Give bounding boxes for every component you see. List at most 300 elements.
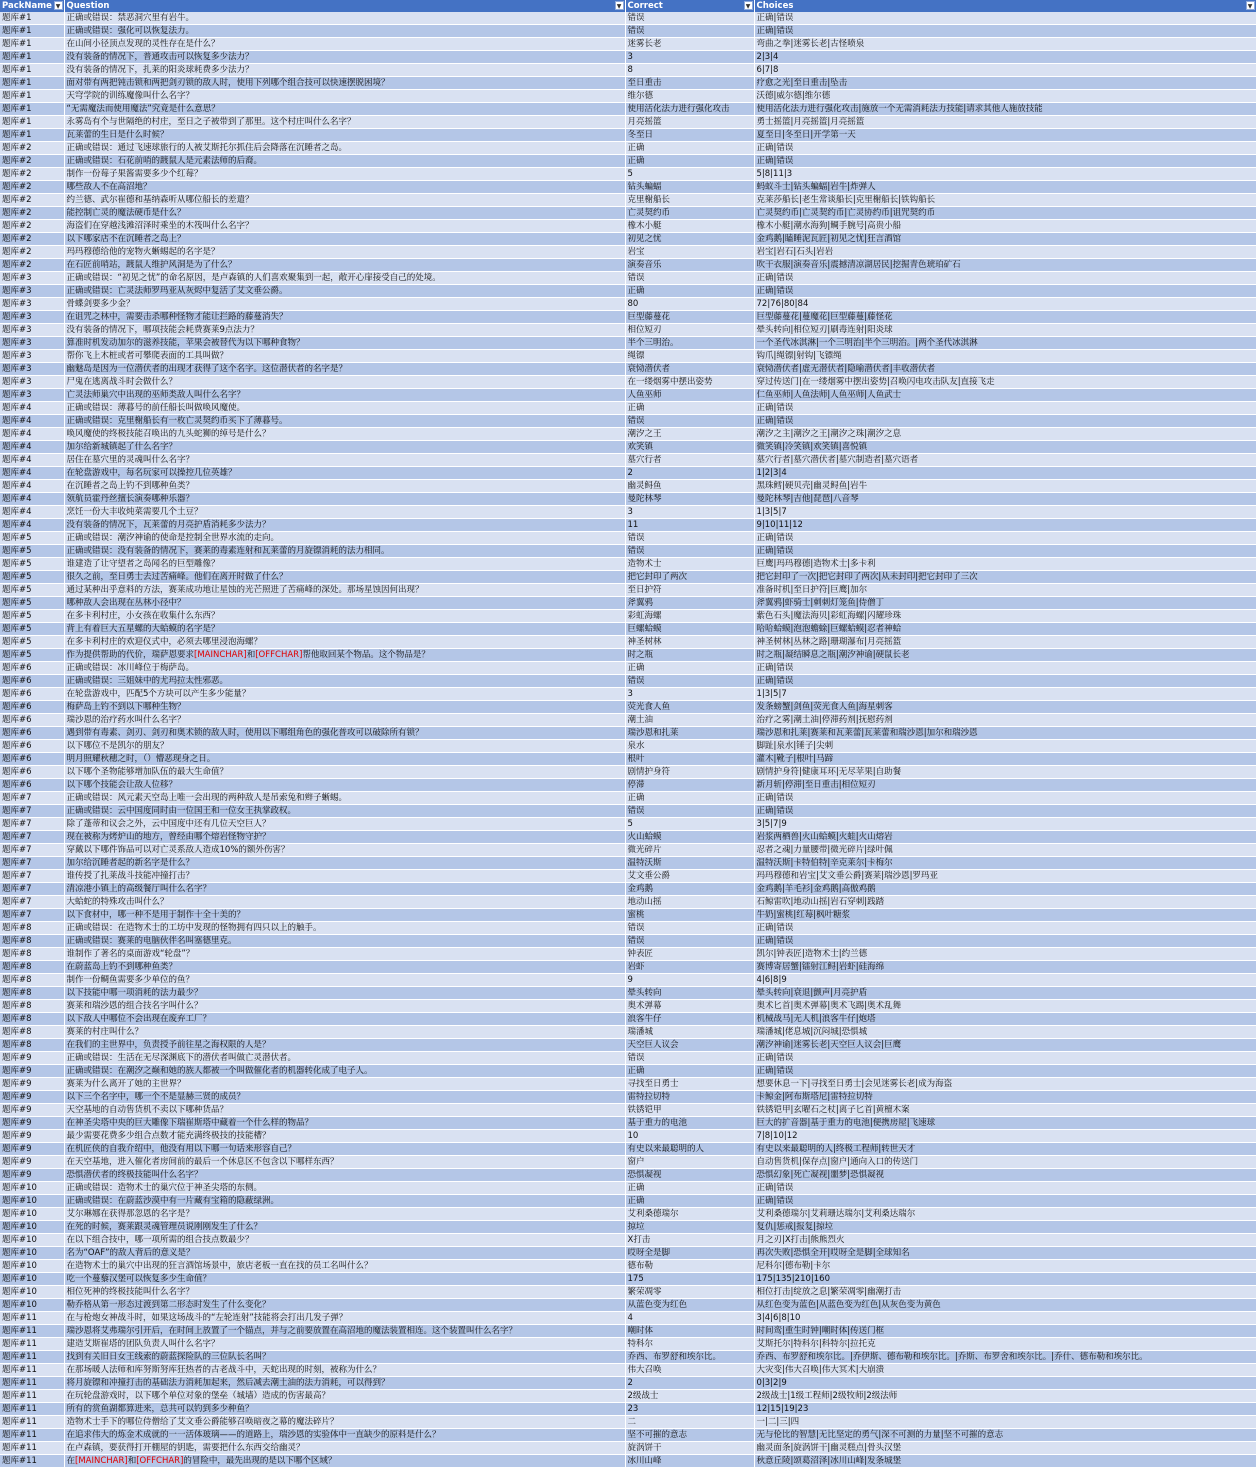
cell-correct[interactable]: 10 xyxy=(625,1130,754,1143)
cell-correct[interactable]: 墓穴行者 xyxy=(625,454,754,467)
cell-packname[interactable]: 题库#4 xyxy=(0,480,64,493)
cell-question[interactable]: 吃一个蔓藜汉堡可以恢复多少生命值？ xyxy=(64,1273,625,1286)
cell-choices[interactable]: 巨大的扩音器|基于重力的电池|便携房屋|飞速球 xyxy=(754,1117,1256,1130)
cell-correct[interactable]: 维尔德 xyxy=(625,90,754,103)
cell-choices[interactable]: 正确|错误 xyxy=(754,805,1256,818)
cell-packname[interactable]: 题库#5 xyxy=(0,610,64,623)
cell-question[interactable]: 艾尔琳娜在获得那忽恩的名字是？ xyxy=(64,1208,625,1221)
cell-correct[interactable]: 有史以来最聪明的人 xyxy=(625,1143,754,1156)
cell-packname[interactable]: 题库#9 xyxy=(0,1169,64,1182)
cell-packname[interactable]: 题库#2 xyxy=(0,142,64,155)
cell-packname[interactable]: 题库#7 xyxy=(0,792,64,805)
cell-packname[interactable]: 题库#10 xyxy=(0,1182,64,1195)
cell-question[interactable]: 以下技能中哪一项消耗的法力最少？ xyxy=(64,987,625,1000)
cell-correct[interactable]: 相位短刃 xyxy=(625,324,754,337)
cell-question[interactable]: “无需魔法而使用魔法”究竟是什么意思？ xyxy=(64,103,625,116)
cell-question[interactable]: 面对带有两把钝击锁和两把剑刃锁的敌人时，使用下列哪个组合技可以快速摆脱困境？ xyxy=(64,77,625,90)
cell-question[interactable]: 清凉港小镇上的高级餐厅叫什么名字？ xyxy=(64,883,625,896)
cell-packname[interactable]: 题库#6 xyxy=(0,688,64,701)
cell-choices[interactable]: 治疗之雾|潮土油|停滞药剂|抚慰药剂 xyxy=(754,714,1256,727)
cell-question[interactable]: 将月旋镖和冲撞打击的基础法力消耗加起来，然后减去潮土油的法力消耗，可以得到？ xyxy=(64,1377,625,1390)
cell-question[interactable]: 在卢森镇，要获得打开棚屋的钥匙，需要把什么东西交给幽灵？ xyxy=(64,1442,625,1455)
cell-question[interactable]: 约兰德、武尔崔德和基纳森听从哪位船长的差遣？ xyxy=(64,194,625,207)
cell-packname[interactable]: 题库#10 xyxy=(0,1247,64,1260)
cell-packname[interactable]: 题库#11 xyxy=(0,1377,64,1390)
cell-choices[interactable]: 7|8|10|12 xyxy=(754,1130,1256,1143)
cell-correct[interactable]: 铁锈铠甲 xyxy=(625,1104,754,1117)
cell-question[interactable]: 现在被称为烤炉山的地方，曾经由哪个熔岩怪物守护？ xyxy=(64,831,625,844)
cell-packname[interactable]: 题库#5 xyxy=(0,623,64,636)
cell-question[interactable]: 在石匠前哨站，踱鼠人维护风洞是为了什么？ xyxy=(64,259,625,272)
cell-packname[interactable]: 题库#11 xyxy=(0,1364,64,1377)
cell-question[interactable]: 在我们的主世界中，负责授予前往星之海权限的人是？ xyxy=(64,1039,625,1052)
cell-choices[interactable]: 曼陀林琴|吉他|琵琶|八音琴 xyxy=(754,493,1256,506)
cell-correct[interactable]: 蜜桃 xyxy=(625,909,754,922)
cell-packname[interactable]: 题库#5 xyxy=(0,636,64,649)
cell-question[interactable]: 没有装备的情况下，哪项技能会耗费赛莱9点法力？ xyxy=(64,324,625,337)
cell-correct[interactable]: 错误 xyxy=(625,415,754,428)
cell-correct[interactable]: 哎呀全是脚 xyxy=(625,1247,754,1260)
cell-correct[interactable]: 繁荣凋零 xyxy=(625,1286,754,1299)
cell-choices[interactable]: 正确|错误 xyxy=(754,1052,1256,1065)
cell-choices[interactable]: 艾斯托尔|特科尔|科特尔|拉托克 xyxy=(754,1338,1256,1351)
cell-correct[interactable]: 晕头转向 xyxy=(625,987,754,1000)
cell-choices[interactable]: 正确|错误 xyxy=(754,532,1256,545)
cell-correct[interactable]: 2 xyxy=(625,1377,754,1390)
cell-question[interactable]: 最少需要花费多少组合点数才能充满终极技的技能槽？ xyxy=(64,1130,625,1143)
cell-choices[interactable]: 墓穴行者|墓穴潜伏者|墓穴制造者|墓穴语者 xyxy=(754,454,1256,467)
cell-choices[interactable]: 正确|错误 xyxy=(754,792,1256,805)
cell-packname[interactable]: 题库#1 xyxy=(0,129,64,142)
cell-choices[interactable]: 克莱莎船长|老生常谈船长|克里榭船长|铁钩船长 xyxy=(754,194,1256,207)
cell-question[interactable]: 加尔给新城镇起了什么名字？ xyxy=(64,441,625,454)
cell-correct[interactable]: 金鸡鹅 xyxy=(625,883,754,896)
cell-choices[interactable]: 仁鱼巫师|人鱼法师|人鱼巫师|人鱼武士 xyxy=(754,389,1256,402)
cell-choices[interactable]: 正确|错误 xyxy=(754,142,1256,155)
cell-correct[interactable]: 巨螺蛤蟆 xyxy=(625,623,754,636)
cell-packname[interactable]: 题库#6 xyxy=(0,701,64,714)
cell-choices[interactable]: 0|3|2|9 xyxy=(754,1377,1256,1390)
cell-question[interactable]: 帮你飞上木桩或者可攀爬表面的工具叫做？ xyxy=(64,350,625,363)
cell-correct[interactable]: 冰川山峰 xyxy=(625,1455,754,1468)
cell-correct[interactable]: 把它封印了两次 xyxy=(625,571,754,584)
cell-choices[interactable]: 赛博寄居蟹|镭射江鲟|岩虾|硅海绵 xyxy=(754,961,1256,974)
cell-choices[interactable]: 潮汐神谕|迷雾长老|天空巨人议会|巨鹰 xyxy=(754,1039,1256,1052)
cell-packname[interactable]: 题库#7 xyxy=(0,909,64,922)
cell-question[interactable]: 海盗们在穿越浅滩沼泽时乘坐的木筏叫什么名字？ xyxy=(64,220,625,233)
header-choices[interactable] xyxy=(754,0,1256,12)
cell-choices[interactable]: 正确|错误 xyxy=(754,1182,1256,1195)
cell-choices[interactable]: 9|10|11|12 xyxy=(754,519,1256,532)
cell-choices[interactable]: 再次失败|恐惧全开|哎呀全是脚|全球知名 xyxy=(754,1247,1256,1260)
cell-choices[interactable]: 忍者之魂|力量腰带|微光碎片|绿叶佩 xyxy=(754,844,1256,857)
cell-question[interactable]: 瑞沙恩的治疗药水叫什么名字？ xyxy=(64,714,625,727)
cell-question[interactable]: 相位死神的终极技能叫什么名字？ xyxy=(64,1286,625,1299)
cell-correct[interactable]: 错误 xyxy=(625,25,754,38)
cell-question[interactable]: 赛莱的村庄叫什么？ xyxy=(64,1026,625,1039)
cell-choices[interactable]: 把它封印了一次|把它封印了两次|从未封印|把它封印了三次 xyxy=(754,571,1256,584)
cell-packname[interactable]: 题库#10 xyxy=(0,1221,64,1234)
cell-choices[interactable]: 正确|错误 xyxy=(754,402,1256,415)
cell-question[interactable]: 以下敌人中哪位不会出现在废弃工厂？ xyxy=(64,1013,625,1026)
cell-choices[interactable]: 12|15|19|23 xyxy=(754,1403,1256,1416)
cell-correct[interactable]: 80 xyxy=(625,298,754,311)
cell-question[interactable]: 正确或错误：没有装备的情况下，赛莱的毒素连射和瓦莱蕾的月旋镖消耗的法力相同。 xyxy=(64,545,625,558)
cell-correct[interactable]: 错误 xyxy=(625,545,754,558)
cell-packname[interactable]: 题库#4 xyxy=(0,493,64,506)
cell-packname[interactable]: 题库#6 xyxy=(0,727,64,740)
filter-dropdown-icon[interactable]: ▼ xyxy=(615,1,624,10)
cell-choices[interactable]: 灌木|靴子|根叶|马蹄 xyxy=(754,753,1256,766)
cell-question[interactable]: 瑞沙恩将艾弗瑞尔引开后，在时间上放置了一个锚点，并与之前要放置在高沼地的魔法装置相连。这个装置叫什么名字？ xyxy=(64,1325,625,1338)
cell-packname[interactable]: 题库#4 xyxy=(0,402,64,415)
cell-packname[interactable]: 题库#9 xyxy=(0,1143,64,1156)
cell-packname[interactable]: 题库#8 xyxy=(0,1000,64,1013)
cell-choices[interactable]: 艾利桑德瑞尔|艾莉珊达瑞尔|艾利桑达瑞尔 xyxy=(754,1208,1256,1221)
cell-packname[interactable]: 题库#11 xyxy=(0,1312,64,1325)
cell-packname[interactable]: 题库#6 xyxy=(0,740,64,753)
cell-correct[interactable]: 8 xyxy=(625,64,754,77)
cell-choices[interactable]: 神圣树林|丛林之路|珊瑚瀑布|月亮摇篮 xyxy=(754,636,1256,649)
filter-dropdown-icon[interactable]: ▼ xyxy=(744,1,753,10)
cell-correct[interactable]: 175 xyxy=(625,1273,754,1286)
cell-correct[interactable]: 3 xyxy=(625,688,754,701)
cell-choices[interactable]: 正确|错误 xyxy=(754,1065,1256,1078)
cell-packname[interactable]: 题库#3 xyxy=(0,389,64,402)
cell-packname[interactable]: 题库#9 xyxy=(0,1130,64,1143)
cell-question[interactable]: 天穹学院的训练魔像叫什么名字？ xyxy=(64,90,625,103)
cell-packname[interactable]: 题库#7 xyxy=(0,805,64,818)
cell-packname[interactable]: 题库#4 xyxy=(0,506,64,519)
cell-question[interactable]: 正确或错误：风元素天空岛上唯一会出现的两种敌人是吊索兔和辫子蜥蜴。 xyxy=(64,792,625,805)
cell-correct[interactable]: 5 xyxy=(625,818,754,831)
cell-choices[interactable]: 正确|错误 xyxy=(754,155,1256,168)
cell-correct[interactable]: 恐惧凝视 xyxy=(625,1169,754,1182)
cell-packname[interactable]: 题库#10 xyxy=(0,1273,64,1286)
cell-question[interactable]: 谁制作了著名的桌面游戏“轮盘”？ xyxy=(64,948,625,961)
cell-choices[interactable]: 新月斩|停滞|至日重击|相位短刃 xyxy=(754,779,1256,792)
cell-question[interactable]: 恐惧潜伏者的终极技能叫什么名字？ xyxy=(64,1169,625,1182)
cell-correct[interactable]: 火山蛤蟆 xyxy=(625,831,754,844)
cell-choices[interactable]: 岩浆两栖兽|火山蛤蟆|火蛙|火山熔岩 xyxy=(754,831,1256,844)
cell-correct[interactable]: 冬至日 xyxy=(625,129,754,142)
cell-question[interactable]: 除了蓬蒂和议会之外，云中国度中还有几位天空巨人？ xyxy=(64,818,625,831)
cell-packname[interactable]: 题库#9 xyxy=(0,1091,64,1104)
cell-choices[interactable]: 正确|错误 xyxy=(754,25,1256,38)
cell-choices[interactable]: 巨型藤蔓花|蔓魔花|巨型藤蔓|藤怪花 xyxy=(754,311,1256,324)
cell-correct[interactable]: 雷特拉切特 xyxy=(625,1091,754,1104)
cell-correct[interactable]: 掠垃 xyxy=(625,1221,754,1234)
cell-question[interactable]: 在[MAINCHAR]和[OFFCHAR]的冒险中，最先出现的是以下哪个区域？ xyxy=(64,1455,625,1468)
cell-correct[interactable]: 9 xyxy=(625,974,754,987)
cell-question[interactable]: 在蔚蓝岛上钓不到哪种鱼类？ xyxy=(64,961,625,974)
cell-correct[interactable]: 神圣树林 xyxy=(625,636,754,649)
cell-choices[interactable]: 正确|错误 xyxy=(754,545,1256,558)
cell-correct[interactable]: 泉水 xyxy=(625,740,754,753)
cell-question[interactable]: 建造艾斯崔塔的团队负责人叫什么名字？ xyxy=(64,1338,625,1351)
cell-packname[interactable]: 题库#8 xyxy=(0,948,64,961)
cell-question[interactable]: 谁传授了扎莱战斗技能冲撞打击？ xyxy=(64,870,625,883)
cell-correct[interactable]: 德布勒 xyxy=(625,1260,754,1273)
cell-choices[interactable]: 亡灵契约币|亡灵契约币|亡灵协约币|诅咒契约币 xyxy=(754,207,1256,220)
cell-packname[interactable]: 题库#8 xyxy=(0,961,64,974)
cell-packname[interactable]: 题库#1 xyxy=(0,103,64,116)
cell-packname[interactable]: 题库#2 xyxy=(0,168,64,181)
cell-choices[interactable]: 大灾变|伟大召唤|伟大冥术|大崩溃 xyxy=(754,1364,1256,1377)
cell-packname[interactable]: 题库#7 xyxy=(0,870,64,883)
cell-question[interactable]: 背上有着巨大五星螺的大蛤蟆的名字是？ xyxy=(64,623,625,636)
header-question[interactable] xyxy=(64,0,625,12)
cell-question[interactable]: 在以下组合技中，哪一项所需的组合技点数最少？ xyxy=(64,1234,625,1247)
cell-packname[interactable]: 题库#7 xyxy=(0,896,64,909)
cell-choices[interactable]: 72|76|80|84 xyxy=(754,298,1256,311)
cell-correct[interactable]: 特科尔 xyxy=(625,1338,754,1351)
cell-packname[interactable]: 题库#7 xyxy=(0,831,64,844)
cell-question[interactable]: 以下哪个技能会让敌人位移？ xyxy=(64,779,625,792)
cell-question[interactable]: 能控制亡灵的魔法硬币是什么？ xyxy=(64,207,625,220)
cell-question[interactable]: 在那场暖人法师和库努斯努库狂热者的古老战斗中，天蛇出现的时刻，被称为什么？ xyxy=(64,1364,625,1377)
cell-packname[interactable]: 题库#1 xyxy=(0,77,64,90)
cell-correct[interactable]: 错误 xyxy=(625,12,754,25)
cell-question[interactable]: 骨蝶剑要多少金？ xyxy=(64,298,625,311)
cell-choices[interactable]: 铁锈铠甲|玄曜石之杖|离子匕首|黄檀木案 xyxy=(754,1104,1256,1117)
cell-packname[interactable]: 题库#1 xyxy=(0,116,64,129)
cell-question[interactable]: 大蛤蛇的特殊攻击叫什么？ xyxy=(64,896,625,909)
cell-correct[interactable]: 正确 xyxy=(625,1195,754,1208)
cell-packname[interactable]: 题库#1 xyxy=(0,51,64,64)
cell-question[interactable]: 在多卡利村庄的欢迎仪式中，必须去哪里浸泡海螺？ xyxy=(64,636,625,649)
cell-choices[interactable]: 勇士摇篮|月亮摇篮|月亮摇篮 xyxy=(754,116,1256,129)
cell-packname[interactable]: 题库#1 xyxy=(0,38,64,51)
cell-packname[interactable]: 题库#11 xyxy=(0,1403,64,1416)
cell-choices[interactable]: 恐惧幻象|死亡凝视|噩梦|恐惧凝视 xyxy=(754,1169,1256,1182)
cell-correct[interactable]: 停滞 xyxy=(625,779,754,792)
cell-question[interactable]: 天空基地的自动售货机不卖以下哪种货品？ xyxy=(64,1104,625,1117)
cell-correct[interactable]: 2级战士 xyxy=(625,1390,754,1403)
cell-choices[interactable]: 晕头转向|衰退|颤声|月亮护盾 xyxy=(754,987,1256,1000)
cell-choices[interactable]: 发条螃蟹|剑鱼|荧光食人鱼|海星刺客 xyxy=(754,701,1256,714)
cell-packname[interactable]: 题库#10 xyxy=(0,1260,64,1273)
cell-question[interactable]: 找到有关旧日女王线索的蔚蓝探险队的三位队长名叫？ xyxy=(64,1351,625,1364)
cell-question[interactable]: 在死的时候，赛莱跟灵魂管理员说刚刚发生了什么？ xyxy=(64,1221,625,1234)
cell-packname[interactable]: 题库#3 xyxy=(0,363,64,376)
cell-question[interactable]: 在轮盘游戏中，每名玩家可以操控几位英雄？ xyxy=(64,467,625,480)
cell-question[interactable]: 名为“OAF”的敌人背后的意义是？ xyxy=(64,1247,625,1260)
cell-packname[interactable]: 题库#4 xyxy=(0,519,64,532)
cell-question[interactable]: 正确或错误：强化可以恢复法力。 xyxy=(64,25,625,38)
filter-dropdown-icon[interactable]: ▼ xyxy=(1246,1,1255,10)
cell-correct[interactable]: 月亮摇篮 xyxy=(625,116,754,129)
cell-correct[interactable]: 奥术弹幕 xyxy=(625,1000,754,1013)
cell-packname[interactable]: 题库#6 xyxy=(0,766,64,779)
cell-correct[interactable]: 艾利桑德瑞尔 xyxy=(625,1208,754,1221)
cell-question[interactable]: 梅萨岛上钓不到以下哪种生物？ xyxy=(64,701,625,714)
cell-correct[interactable]: 瑞沙恩和扎莱 xyxy=(625,727,754,740)
cell-packname[interactable]: 题库#6 xyxy=(0,714,64,727)
cell-choices[interactable]: 正确|错误 xyxy=(754,662,1256,675)
cell-correct[interactable]: 正确 xyxy=(625,142,754,155)
cell-packname[interactable]: 题库#6 xyxy=(0,779,64,792)
cell-choices[interactable]: 2|3|4 xyxy=(754,51,1256,64)
cell-correct[interactable]: 3 xyxy=(625,506,754,519)
cell-question[interactable]: 以下食材中，哪一种不是用于制作十全十美的？ xyxy=(64,909,625,922)
cell-correct[interactable]: 正确 xyxy=(625,402,754,415)
cell-question[interactable]: 正确或错误：赛莱的电脑伙伴名叫塞德里克。 xyxy=(64,935,625,948)
cell-question[interactable]: 所有的赏鱼湖都算进来，总共可以钓到多少种鱼？ xyxy=(64,1403,625,1416)
cell-question[interactable]: 在轮盘游戏中，匹配5个方块可以产生多少能量？ xyxy=(64,688,625,701)
cell-choices[interactable]: 剧情护身符|健康耳环|无尽苹果|自助餐 xyxy=(754,766,1256,779)
cell-correct[interactable]: 人鱼巫师 xyxy=(625,389,754,402)
cell-packname[interactable]: 题库#3 xyxy=(0,272,64,285)
cell-packname[interactable]: 题库#9 xyxy=(0,1156,64,1169)
cell-correct[interactable]: 荧光食人鱼 xyxy=(625,701,754,714)
cell-correct[interactable]: 迷雾长老 xyxy=(625,38,754,51)
cell-packname[interactable]: 题库#9 xyxy=(0,1117,64,1130)
cell-question[interactable]: 明月照耀秋穗之时，（）懵恶现身之日。 xyxy=(64,753,625,766)
cell-choices[interactable]: 金鸡鹅|羊毛衫|金鸡鹅|高傲鸡鹅 xyxy=(754,883,1256,896)
cell-choices[interactable]: 1|2|3|4 xyxy=(754,467,1256,480)
cell-correct[interactable]: 错误 xyxy=(625,805,754,818)
cell-question[interactable]: 永雾岛有个与世隔绝的村庄，至日之子被带到了那里。这个村庄叫什么名字？ xyxy=(64,116,625,129)
cell-packname[interactable]: 题库#7 xyxy=(0,857,64,870)
cell-question[interactable]: 正确或错误：冰川峰位于梅萨岛。 xyxy=(64,662,625,675)
cell-question[interactable]: 在神圣尖塔中央的巨大雕像下瑞崔斯塔中藏着一个什么样的物品？ xyxy=(64,1117,625,1130)
cell-question[interactable]: 在机匠侠的自我介绍中，他没有用以下哪一句话来形容自己？ xyxy=(64,1143,625,1156)
cell-correct[interactable]: 错误 xyxy=(625,1052,754,1065)
cell-choices[interactable]: 想要休息一下|寻找至日勇士|会见迷雾长老|成为海盗 xyxy=(754,1078,1256,1091)
cell-correct[interactable]: 时之瓶 xyxy=(625,649,754,662)
cell-question[interactable]: 烹饪一份大丰收炖菜需要几个土豆？ xyxy=(64,506,625,519)
cell-packname[interactable]: 题库#5 xyxy=(0,584,64,597)
cell-correct[interactable]: 正确 xyxy=(625,662,754,675)
cell-choices[interactable]: 正确|错误 xyxy=(754,1195,1256,1208)
cell-choices[interactable]: 微笑镇|冷笑镇|欢笑镇|喜悦镇 xyxy=(754,441,1256,454)
cell-packname[interactable]: 题库#10 xyxy=(0,1208,64,1221)
cell-choices[interactable]: 准备时机|至日护符|巨鹰|加尔 xyxy=(754,584,1256,597)
cell-choices[interactable]: 哈哈蛤蟆|泡泡蟾蜍|巨螺蛤蟆|忍者神蛤 xyxy=(754,623,1256,636)
cell-correct[interactable]: 正确 xyxy=(625,1182,754,1195)
cell-question[interactable]: 以下三个名字中，哪一个不是显赫三贤的成员？ xyxy=(64,1091,625,1104)
cell-correct[interactable]: 幽灵鲟鱼 xyxy=(625,480,754,493)
cell-choices[interactable]: 月之刃|X打击|熊熊烈火 xyxy=(754,1234,1256,1247)
cell-packname[interactable]: 题库#8 xyxy=(0,987,64,1000)
cell-correct[interactable]: 4 xyxy=(625,1312,754,1325)
cell-correct[interactable]: 橡木小艇 xyxy=(625,220,754,233)
cell-question[interactable]: 正确或错误：石花前哨的踱鼠人是元素法师的后裔。 xyxy=(64,155,625,168)
cell-correct[interactable]: 曼陀林琴 xyxy=(625,493,754,506)
cell-question[interactable]: 加尔给沉睡者起的新名字是什么？ xyxy=(64,857,625,870)
cell-question[interactable]: 在沉睡者之岛上钓不到哪种鱼类？ xyxy=(64,480,625,493)
cell-question[interactable]: 正确或错误：潮汐神谕的使命是控制全世界水流的走向。 xyxy=(64,532,625,545)
cell-packname[interactable]: 题库#1 xyxy=(0,90,64,103)
cell-correct[interactable]: 岩虾 xyxy=(625,961,754,974)
cell-choices[interactable]: 一|二|三|四 xyxy=(754,1416,1256,1429)
cell-choices[interactable]: 弯曲之拳|迷雾长老|古怪喷泉 xyxy=(754,38,1256,51)
cell-choices[interactable]: 正确|错误 xyxy=(754,272,1256,285)
cell-choices[interactable]: 正确|错误 xyxy=(754,922,1256,935)
cell-correct[interactable]: 基于重力的电池 xyxy=(625,1117,754,1130)
cell-correct[interactable]: 演奏音乐 xyxy=(625,259,754,272)
cell-question[interactable]: 制作一份鲷鱼需要多少单位的鱼？ xyxy=(64,974,625,987)
cell-correct[interactable]: 正确 xyxy=(625,155,754,168)
cell-question[interactable]: 正确或错误：克里榭船长有一枚亡灵契约币买下了薄暮号。 xyxy=(64,415,625,428)
cell-correct[interactable]: 初见之忧 xyxy=(625,233,754,246)
cell-packname[interactable]: 题库#6 xyxy=(0,753,64,766)
cell-question[interactable]: 在多卡利村庄，小女孩在收集什么东西？ xyxy=(64,610,625,623)
cell-correct[interactable]: 彩虹海螺 xyxy=(625,610,754,623)
cell-correct[interactable]: 钟表匠 xyxy=(625,948,754,961)
cell-packname[interactable]: 题库#9 xyxy=(0,1078,64,1091)
cell-correct[interactable]: 正确 xyxy=(625,285,754,298)
cell-correct[interactable]: 剧情护身符 xyxy=(625,766,754,779)
cell-packname[interactable]: 题库#6 xyxy=(0,662,64,675)
cell-packname[interactable]: 题库#4 xyxy=(0,467,64,480)
cell-packname[interactable]: 题库#2 xyxy=(0,246,64,259)
cell-packname[interactable]: 题库#3 xyxy=(0,376,64,389)
cell-choices[interactable]: 巨鹰|玛玛穆德|造物术士|多卡利 xyxy=(754,558,1256,571)
cell-packname[interactable]: 题库#3 xyxy=(0,311,64,324)
cell-question[interactable]: 居住在墓穴里的灵魂叫什么名字？ xyxy=(64,454,625,467)
cell-correct[interactable]: 2 xyxy=(625,467,754,480)
cell-question[interactable]: 算准时机发动加尔的滋养技能，苹果会被替代为以下哪种食物？ xyxy=(64,337,625,350)
cell-correct[interactable]: 在一缕烟雾中摆出姿势 xyxy=(625,376,754,389)
cell-packname[interactable]: 题库#2 xyxy=(0,220,64,233)
cell-packname[interactable]: 题库#4 xyxy=(0,415,64,428)
cell-question[interactable]: 在天空基地，进入催化者房间前的最后一个休息区不包含以下哪样东西？ xyxy=(64,1156,625,1169)
cell-choices[interactable]: 时之瓶|凝结瞬息之瓶|潮汐神谕|硬鼠长老 xyxy=(754,649,1256,662)
cell-choices[interactable]: 脚趾|泉水|锤子|尖刺 xyxy=(754,740,1256,753)
cell-question[interactable]: 正确或错误：禁恶洞穴里有岩牛。 xyxy=(64,12,625,25)
cell-question[interactable]: 作为提供帮助的代价，瑞萨恩要求[MAINCHAR]和[OFFCHAR]帮他取回某个物品。这个物品是？ xyxy=(64,649,625,662)
cell-correct[interactable]: X打击 xyxy=(625,1234,754,1247)
header-correct[interactable] xyxy=(625,0,754,12)
cell-correct[interactable]: 嘲时体 xyxy=(625,1325,754,1338)
cell-correct[interactable]: 亡灵契约币 xyxy=(625,207,754,220)
cell-packname[interactable]: 题库#7 xyxy=(0,883,64,896)
cell-correct[interactable]: 伟大召唤 xyxy=(625,1364,754,1377)
cell-question[interactable]: 正确或错误：“初见之忧”的命名原因，是卢森镇的人们喜欢聚集到一起，敞开心扉接受自己的处境。 xyxy=(64,272,625,285)
cell-choices[interactable]: 黑珠鳕|硬贝壳|幽灵鲟鱼|岩牛 xyxy=(754,480,1256,493)
cell-choices[interactable]: 秋意丘陵|颂葛沼泽|冰川山峰|发条城堡 xyxy=(754,1455,1256,1468)
cell-packname[interactable]: 题库#5 xyxy=(0,545,64,558)
header-packname[interactable] xyxy=(0,0,64,12)
cell-choices[interactable]: 潮汐之主|潮汐之王|潮汐之珠|潮汐之息 xyxy=(754,428,1256,441)
cell-question[interactable]: 以下哪个圣物能够增加队伍的最大生命值？ xyxy=(64,766,625,779)
cell-correct[interactable]: 至日重击 xyxy=(625,77,754,90)
cell-question[interactable]: 正确或错误：薄暮号的前任船长叫做唤风魔使。 xyxy=(64,402,625,415)
cell-choices[interactable]: 正确|错误 xyxy=(754,285,1256,298)
cell-choices[interactable]: 牛奶|蜜桃|红莓|枫叶糖浆 xyxy=(754,909,1256,922)
cell-packname[interactable]: 题库#11 xyxy=(0,1442,64,1455)
cell-question[interactable]: 正确或错误：造物术士的巢穴位于神圣尖塔的东侧。 xyxy=(64,1182,625,1195)
cell-question[interactable]: 正确或错误：在蔚蓝沙漠中有一片藏有宝箱的隐蔽绿洲。 xyxy=(64,1195,625,1208)
cell-question[interactable]: 正确或错误：在造物术士的工坊中发现的怪物拥有四只以上的触手。 xyxy=(64,922,625,935)
cell-question[interactable]: 哪种敌人会出现在丛林小径中？ xyxy=(64,597,625,610)
cell-choices[interactable]: 晕头转向|相位短刃|刷毒连射|阳炎球 xyxy=(754,324,1256,337)
cell-correct[interactable]: 至日护符 xyxy=(625,584,754,597)
cell-packname[interactable]: 题库#1 xyxy=(0,12,64,25)
cell-correct[interactable]: 寻找至日勇士 xyxy=(625,1078,754,1091)
cell-choices[interactable]: 温特沃斯|卡特伯特|辛克莱尔|卡梅尔 xyxy=(754,857,1256,870)
cell-packname[interactable]: 题库#10 xyxy=(0,1195,64,1208)
cell-packname[interactable]: 题库#5 xyxy=(0,597,64,610)
cell-correct[interactable]: 微光碎片 xyxy=(625,844,754,857)
cell-correct[interactable]: 错误 xyxy=(625,922,754,935)
cell-question[interactable]: 正确或错误：生活在无尽深渊底下的潜伏者叫做亡灵潜伏者。 xyxy=(64,1052,625,1065)
cell-question[interactable]: 正确或错误：亡灵法师罗玛亚从灰烬中复活了艾文垂公爵。 xyxy=(64,285,625,298)
cell-question[interactable]: 在山间小径顶点发现的灵性存在是什么？ xyxy=(64,38,625,51)
cell-correct[interactable]: 根叶 xyxy=(625,753,754,766)
